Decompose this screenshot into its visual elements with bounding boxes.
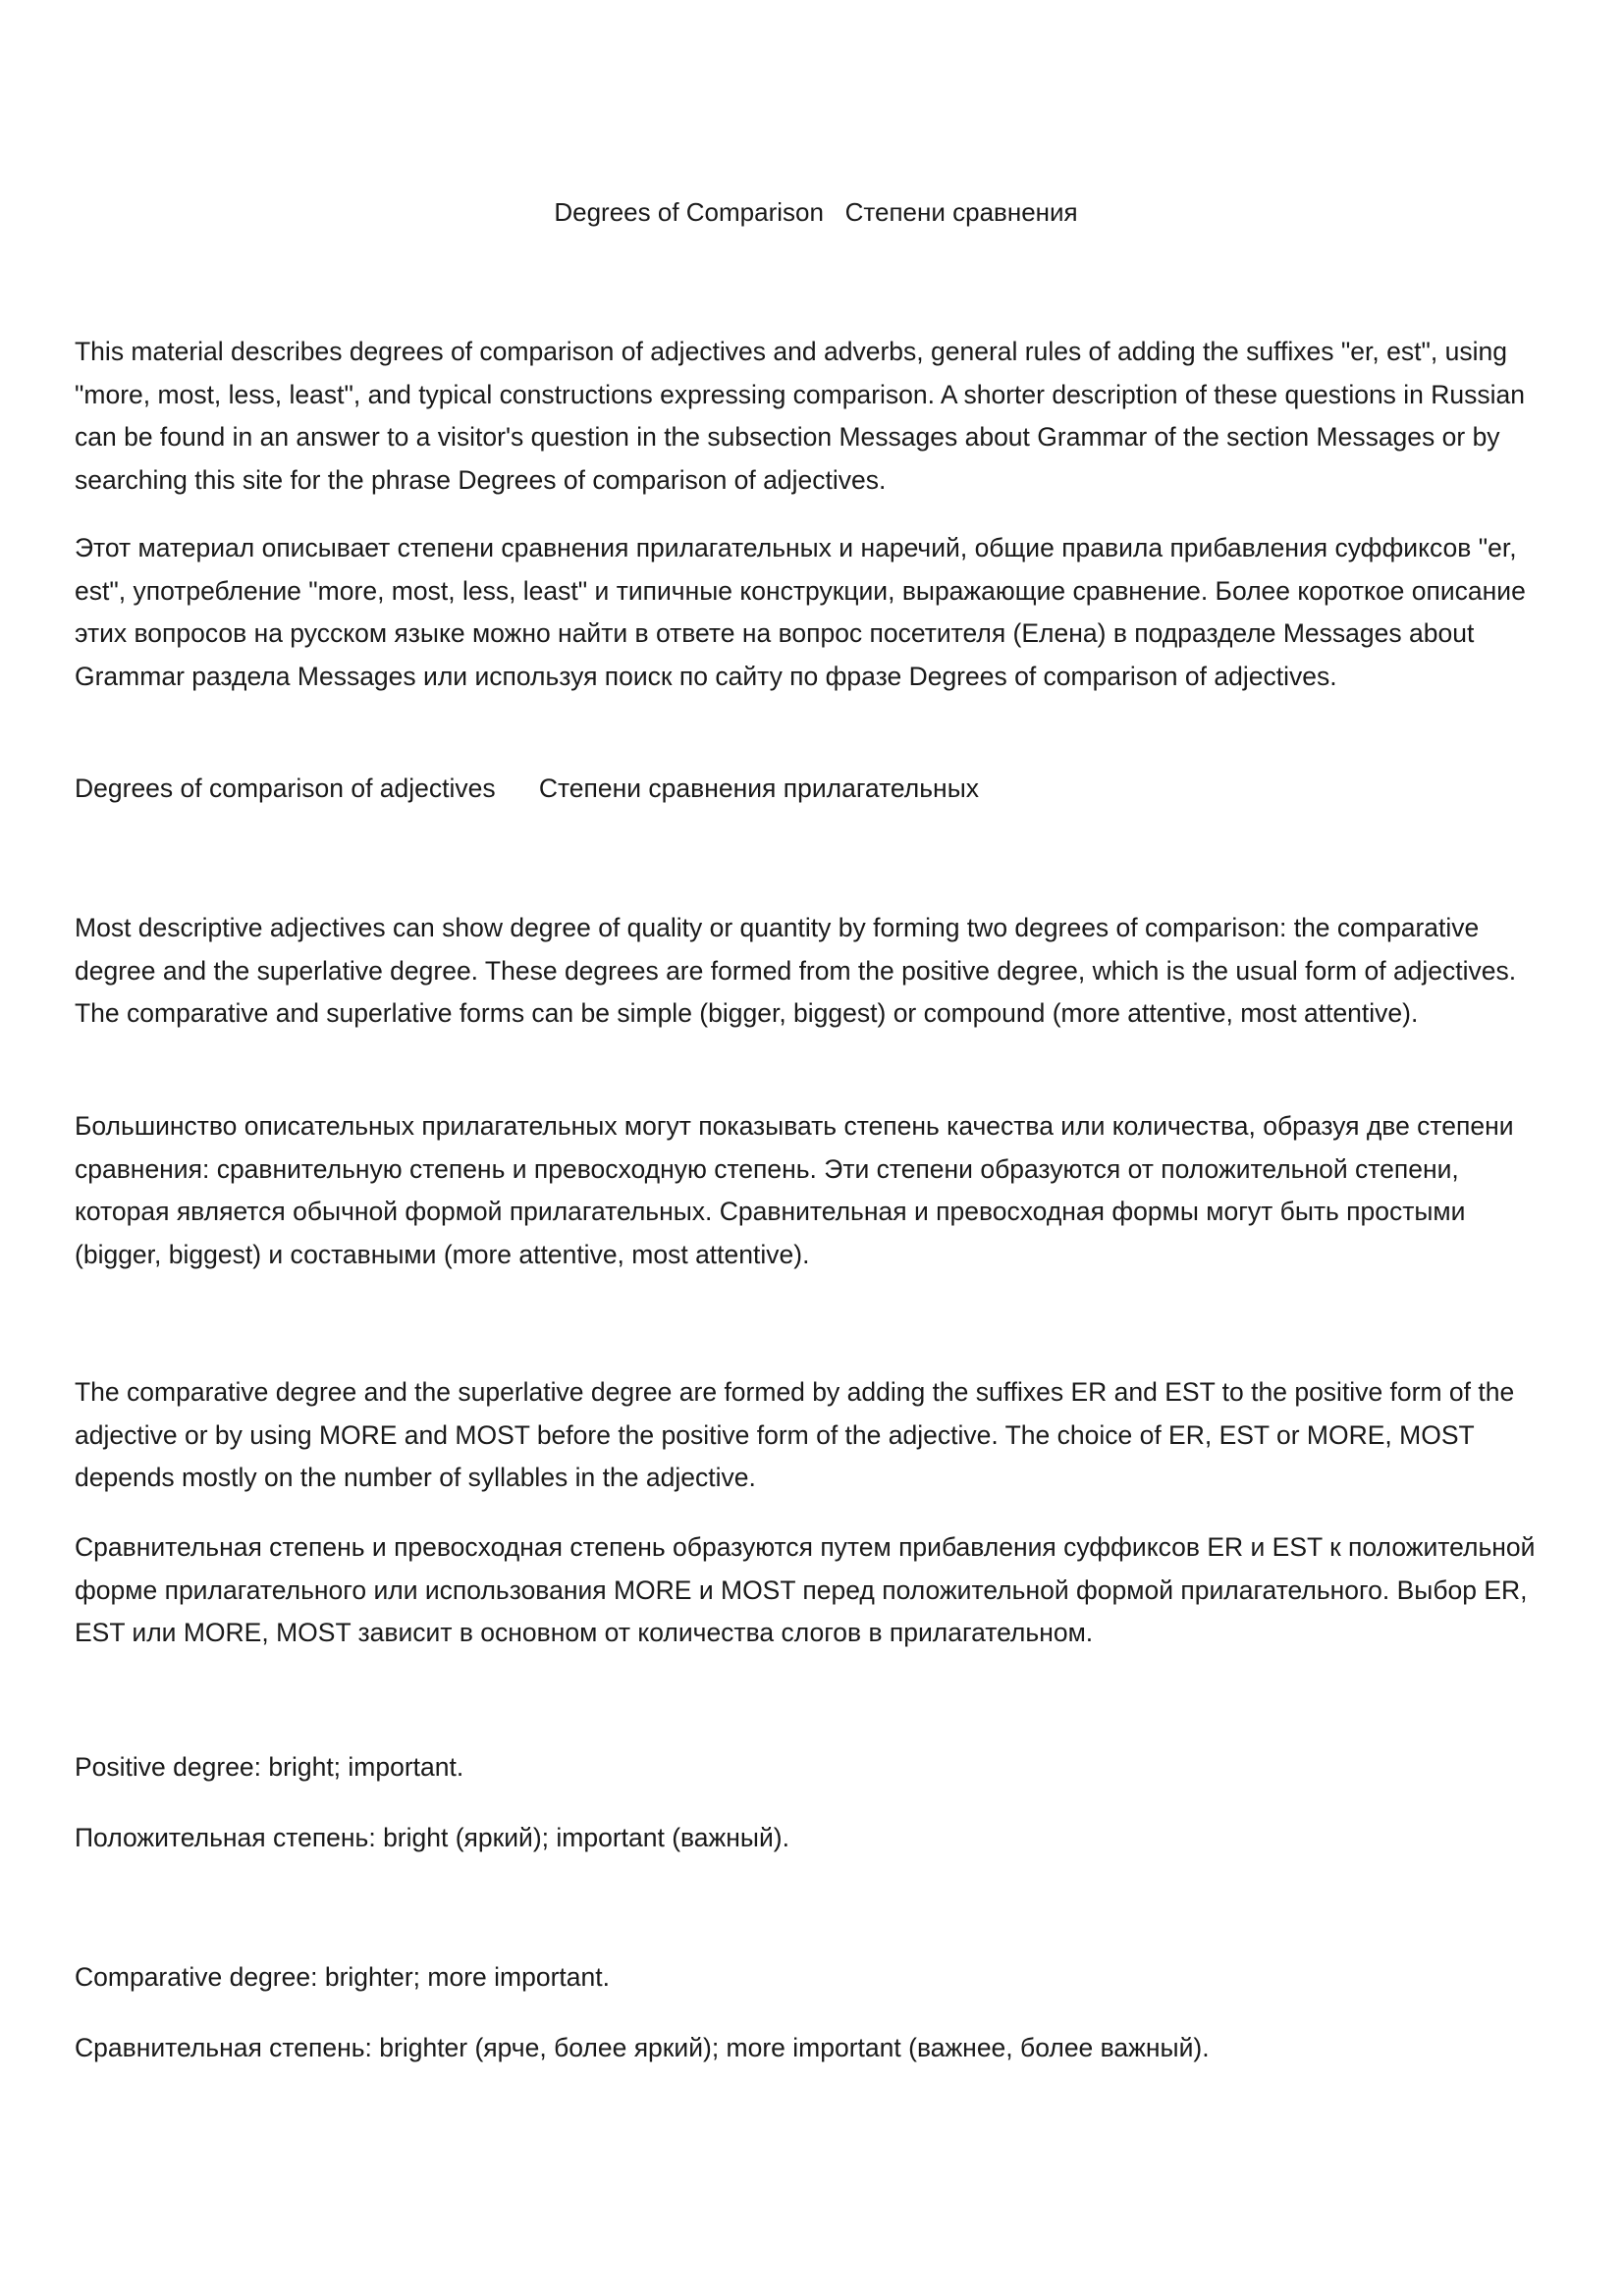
comparative-degree-russian: Сравнительная степень: brighter (ярче, более яркий); more important (важнее, более важный). [75, 2033, 1210, 2062]
positive-degree-english: Positive degree: bright; important. [75, 1752, 464, 1782]
intro-paragraph-russian: Этот материал описывает степени сравнения прилагательных и наречий, общие правила прибавления суффиксов "er, est", употребление "more, most, less, least" и типичные конструкции, выражающие сравнение. Более короткое описание этих вопросов на русском языке можно найти в ответе на вопрос посетителя (Елена) в подразделе Messages about Grammar раздела Messages или используя поиск по сайту по фразе Degrees of comparison of adjectives. [75, 533, 1526, 691]
section-heading [75, 768, 1557, 811]
suffixes-paragraph-russian: Сравнительная степень и превосходная степень образуются путем прибавления суффиксов ER и EST к положительной форме прилагательного или использования MORE и MOST перед положительной формой прилагательного. Выбор ER, EST или MORE, MOST зависит в основном от количества слогов в прилагательном. [75, 1532, 1536, 1647]
comparative-degree-english: Comparative degree: brighter; more important. [75, 1962, 610, 1992]
section-heading-russian: Степени сравнения прилагательных [538, 774, 979, 803]
suffixes-paragraph-english: The comparative degree and the superlative degree are formed by adding the suffixes ER and EST to the positive form of the adjective or by using MORE and MOST before the positive form of the adjective. The choice of ER, EST or MORE, MOST depends mostly on the number of syllables in the adjective. [75, 1377, 1515, 1492]
title-english: Degrees of Comparison [554, 197, 824, 227]
page-title [75, 192, 1557, 232]
title-russian: Степени сравнения [844, 197, 1078, 227]
descriptive-paragraph-english: Most descriptive adjectives can show degree of quality or quantity by forming two degrees of comparison: the comparative degree and the superlative degree. These degrees are formed from the positive degree, which is the usual form of adjectives. The comparative and superlative forms can be simple (bigger, biggest) or compound (more attentive, most attentive). [75, 913, 1517, 1028]
section-heading-english: Degrees of comparison of adjectives [75, 774, 496, 803]
positive-degree-russian: Положительная степень: bright (яркий); important (важный). [75, 1823, 789, 1852]
intro-paragraph-english: This material describes degrees of comparison of adjectives and adverbs, general rules of adding the suffixes "er, est", using "more, most, less, least", and typical constructions expressing comparison. A shorter description of these questions in Russian can be found in an answer to a visitor's question in the subsection Messages about Grammar of the section Messages or by searching this site for the phrase Degrees of comparison of adjectives. [75, 337, 1526, 495]
descriptive-paragraph-russian: Большинство описательных прилагательных могут показывать степень качества или количества, образуя две степени сравнения: сравнительную степень и превосходную степень. Эти степени образуются от положительной степени, которая является обычной формой прилагательных. Сравнительная и превосходная формы могут быть простыми (bigger, biggest) и составными (more attentive, most attentive). [75, 1111, 1514, 1269]
